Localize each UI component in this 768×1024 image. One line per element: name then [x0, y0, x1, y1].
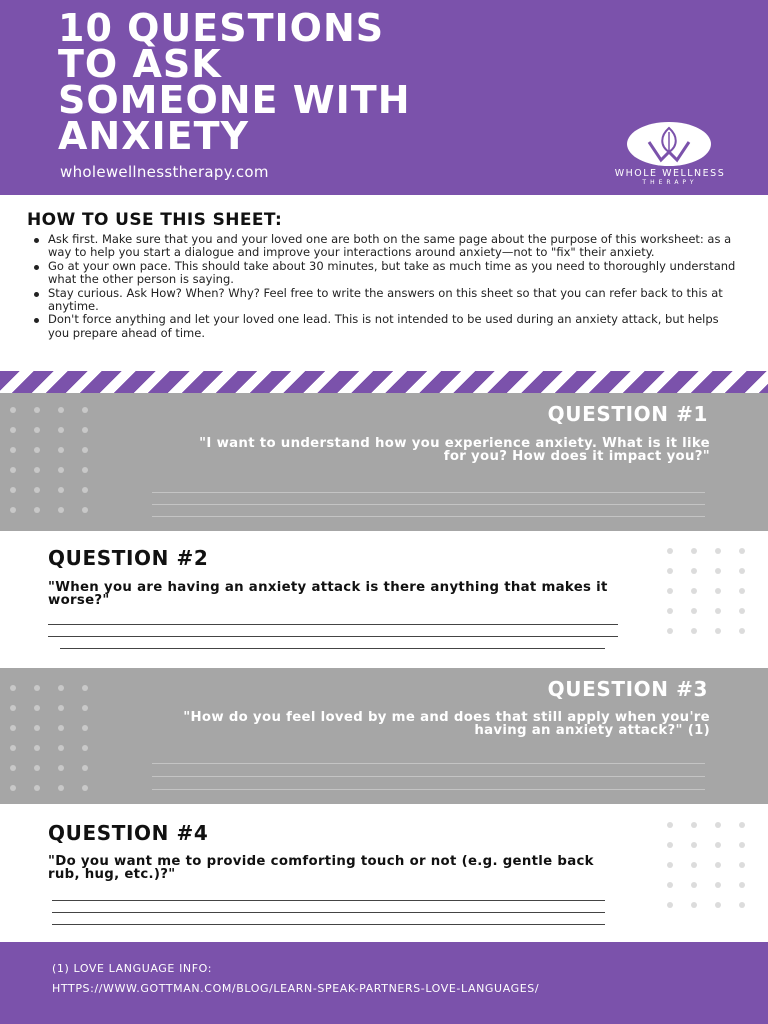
dot-pattern	[10, 685, 88, 791]
website-link[interactable]: wholewellnesstherapy.com	[60, 163, 269, 181]
footnote-link[interactable]: HTTPS://WWW.GOTTMAN.COM/BLOG/LEARN-SPEAK-PARTNERS-LOVE-LANGUAGES/	[52, 982, 540, 995]
stripe-divider	[0, 371, 768, 393]
title-line: ANXIETY	[58, 114, 250, 158]
question-heading: QUESTION #2	[48, 546, 209, 570]
answer-line[interactable]	[152, 504, 705, 505]
logo-badge	[627, 122, 711, 166]
answer-line[interactable]	[152, 516, 705, 517]
answer-line[interactable]	[152, 776, 705, 777]
question-heading: QUESTION #4	[48, 821, 209, 845]
list-item: Stay curious. Ask How? When? Why? Feel free to write the answers on this sheet so that you can refer back to this at anytime.	[30, 287, 742, 314]
logo-name: WHOLE WELLNESS	[614, 168, 726, 179]
question-text: "When you are having an anxiety attack is there anything that makes it worse?"	[48, 580, 608, 609]
list-item: Go at your own pace. This should take about 30 minutes, but take as much time as you need to thoroughly understand what the other person is saying.	[30, 260, 742, 287]
dot-pattern	[10, 407, 88, 513]
answer-line[interactable]	[52, 900, 605, 901]
dot-pattern	[667, 548, 745, 634]
dot-pattern	[667, 822, 745, 908]
question-text: "How do you feel loved by me and does that still apply when you're having an anxiety attack?" (1)	[183, 710, 710, 739]
howto-list	[30, 233, 742, 340]
logo-subtitle: THERAPY	[642, 179, 698, 186]
question-text: "I want to understand how you experience anxiety. What is it like for you? How does it impact you?"	[199, 436, 710, 465]
list-item: Ask first. Make sure that you and your loved one are both on the same page about the purpose of this worksheet: as a way to help you start a dialogue and improve your interactions around anxiety—not to "fix" their anxiety.	[30, 233, 742, 260]
answer-line[interactable]	[48, 636, 618, 637]
answer-line[interactable]	[60, 648, 605, 649]
answer-line[interactable]	[152, 492, 705, 493]
howto-heading: HOW TO USE THIS SHEET:	[27, 210, 283, 230]
answer-line[interactable]	[152, 789, 705, 790]
list-item: Don't force anything and let your loved one lead. This is not intended to be used during an anxiety attack, but helps you prepare ahead of time.	[30, 313, 742, 340]
title-line: TO ASK	[58, 42, 222, 86]
answer-line[interactable]	[52, 924, 605, 925]
leaf-lotus-icon	[627, 122, 711, 166]
page-title	[58, 6, 411, 158]
answer-line[interactable]	[48, 624, 618, 625]
answer-line[interactable]	[152, 763, 705, 764]
answer-line[interactable]	[52, 912, 605, 913]
title-line: SOMEONE WITH	[58, 78, 411, 122]
title-line: 10 QUESTIONS	[58, 6, 385, 50]
question-heading: QUESTION #1	[547, 402, 708, 426]
question-heading: QUESTION #3	[547, 677, 708, 701]
question-text: "Do you want me to provide comforting touch or not (e.g. gentle back rub, hug, etc.)?"	[48, 854, 594, 883]
footnote-label: (1) LOVE LANGUAGE INFO:	[52, 962, 213, 975]
